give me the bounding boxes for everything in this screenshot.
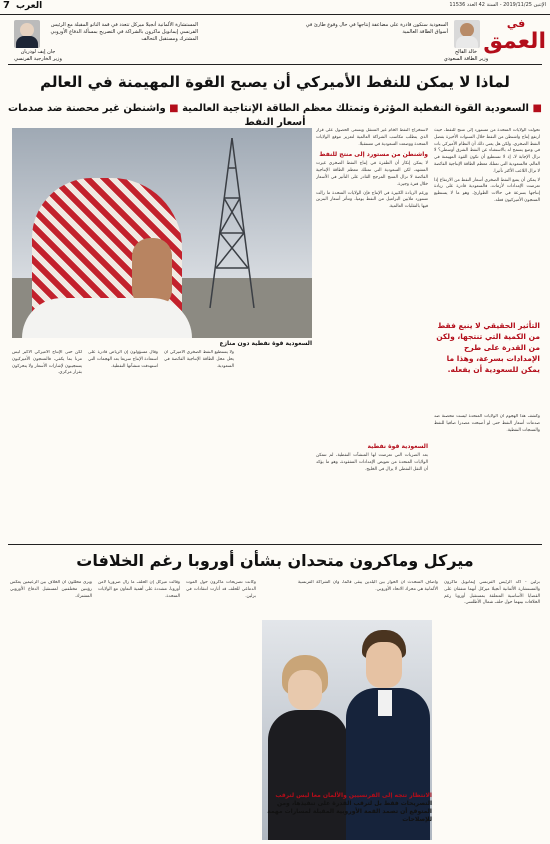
portrait-right-photo <box>454 20 480 48</box>
article2-col1-p1: برلين - أكد الرئيس الفرنسي إيمانويل ماكرون والمستشارة الألمانية أنجيلا ميركل أنهما متفقان على القضايا الأساسية المتعلقة بمستقبل أوروبا رغم الخلافات بينهما حول حلف شمال الأطلسي. <box>444 580 540 606</box>
article1-col-d <box>316 440 428 540</box>
header-divider <box>8 64 542 65</box>
article2-col5-p1: ويرى محللون أن الخلاف بين الزعيمين يعكس رؤيتين مختلفتين لمستقبل الدفاع الأوروبي المشترك. <box>10 580 92 599</box>
masthead-bar <box>0 0 550 15</box>
article1-subhead <box>8 102 542 130</box>
article1-col-a <box>12 350 82 540</box>
article1-col1-p1: تحولت الولايات المتحدة من مستورد إلى منتج للنفط، حيث ارتفع إنتاج واشنطن من النفط خلال السنوات الأخيرة بفضل النفط الصخري، ولكن هل يعني ذلك أن النظام الأميركي بات في وضع يسمح له بالاستغناء عن النفط الشرق أوسطي؟ لا تزال الإجابة لا، إذ لا تستطيع أن تكون القوة المهيمنة في العالم، فالسعودية التي تمتلك معظم الطاقة الإنتاجية الفائضة لا تزال اللاعب الأكثر تأثيرا. <box>434 128 540 174</box>
article1-col2-p3: ورغم الزيادة الكبيرة في الإنتاج فإن الولايات المتحدة ما زالت تستورد ملايين البراميل من النفط يوميا، وتتأثر أسعار البنزين فيها بالتقلبات العالمية. <box>316 190 428 210</box>
oil-rig-icon <box>202 138 262 308</box>
article2-col5 <box>10 580 92 838</box>
article1-col-d-subheading: السعودية قوة نفطية <box>367 443 428 450</box>
portrait-right-caption <box>430 49 502 63</box>
header-row <box>0 16 550 60</box>
article1-col2-subheading: واشنطن من مستورد إلى منتج للنفط <box>319 151 428 159</box>
paper-name: العرب <box>16 1 43 11</box>
section-divider <box>8 544 542 545</box>
oil-photo-caption: السعودية قوة نفطية دون منازع <box>219 340 312 347</box>
article2-col1 <box>444 580 540 838</box>
article1-col2-p2: لا يمكن إنكار أن الطفرة في إنتاج النفط الصخري غيرت المشهد، لكن السعودية التي تمتلك معظم الطاقة الإنتاجية الفائضة لا تزال المنتج المرجح القادر على التأثير في الأسعار خلال فترة وجيزة. <box>316 161 428 187</box>
article1-quote-text: التأثير الحقيقي لا ينبع فقط من الكمية التي تنتجها، ولكن من القدرة على طرح الإمدادات بسرعة، وهذا ما يمكن للسعودية أن يفعله. <box>436 321 540 374</box>
article1-col-b-p1: وقال مسؤولون إن الرياض قادرة على استعادة الإنتاج سريعا بعد الهجمات التي استهدفت منشآتها النفطية. <box>88 350 158 369</box>
article1-col-d-p1: بعد الضربات التي تعرضت لها المنشآت النفطية، لم تتمكن الولايات المتحدة من تعويض الإمدادات المفقودة، وهو ما يؤكد أن الثقل النفطي لا يزال في الخليج. <box>316 453 428 472</box>
oil-rig-photo <box>12 128 312 338</box>
article1-col-c <box>164 350 234 540</box>
article2-col3 <box>186 580 256 616</box>
article1-col1-p3: وكشف هذا الهجوم أن الولايات المتحدة ليست محصنة ضد صدمات أسعار النفط حتى لو أصبحت مصدرا صافيا للنفط والمنتجات النفطية. <box>434 414 540 433</box>
article1-col1-p2: لا يمكن أن يمنع النفط الصخري أسعار النفط من الارتفاع إذا تعرضت الإمدادات لأزمات، فالسعودية قادرة على زيادة إنتاجها بسرعة في حالات الطوارئ، وهو ما لا يستطيع المنتجون الأميركيون فعله. <box>434 177 540 203</box>
article2-quote-part1: الانتظار تتجه إلى الفرنسيين والألمان معا ليس لترقب <box>275 792 432 799</box>
date-line: الإثنين 2019/11/25 - السنة 42 العدد 11536 <box>449 2 546 8</box>
section-main: العمق <box>483 29 546 54</box>
article1-col-c-p1: ولا يستطيع النفط الصخري الأميركي أن يحل محل الطاقة الإنتاجية الفائضة في السعودية. <box>164 350 234 369</box>
article2-col4 <box>98 580 180 838</box>
header-left-teaser: المستشارة الألمانية أنجيلا ميركل تتعدد في قمة الناتو المقبلة مع الرئيس الفرنسي إيمانويل ماكرون بالشراكة في التصريح بمسألة الدفاع الأوروبي المشترك ومستقبل التحالف <box>50 22 198 42</box>
portrait-left-photo <box>14 20 40 48</box>
portrait-right-role: وزير الطاقة السعودي <box>443 56 489 62</box>
article1-col1 <box>434 128 540 318</box>
article1-col1-bottom <box>434 414 540 538</box>
article1-col-a-p1: لكن حتى الإنتاج الأميركي الأكبر ليس مرنا بما يكفي، فالمنتجون الأميركيون يستجيبون لإشارات الأسعار ولا يتحركون بقرار مركزي. <box>12 350 82 376</box>
portrait-left-caption <box>2 49 74 63</box>
article1-col-b <box>88 350 158 540</box>
portrait-left-role: وزير الخارجية الفرنسي <box>14 56 62 62</box>
header-right-teaser: السعودية ستكون قادرة على مضاعفة إنتاجها في حال وقوع طارئ في أسواق الطاقة العالمية <box>305 22 448 35</box>
portrait-right-name: خالد الفالح <box>454 49 478 55</box>
article1-pullquote <box>434 320 540 410</box>
section-top: في <box>506 17 526 30</box>
article1-col2-p1: لاستخراج النفط الخام غير المتنقل ويسعى الحصول على قرار الذي يتطلب مكاسب الشراكة العالمية لتعزيز موقع الولايات المتحدة ووضعت السعودية في مستقبلا. <box>316 128 428 147</box>
article1-subhead-part2: واشنطن غير محصنة ضد صدمات أسعار النفط <box>8 103 306 128</box>
article2-col4-p1: وقالت ميركل إن الحلف ما زال ضروريا لأمن أوروبا، مشددة على أهمية التعاون مع الولايات المتحدة. <box>98 580 180 599</box>
subhead-bullet-1: ■ <box>532 103 542 114</box>
page-number: 7 <box>3 0 10 11</box>
subhead-bullet-2: ■ <box>169 103 179 114</box>
article2-headline: ميركل وماكرون متحدان بشأن أوروبا رغم الخلافات <box>76 551 474 570</box>
article1-headline: لماذا لا يمكن للنفط الأميركي أن يصبح القوة المهيمنة في العالم <box>40 73 510 91</box>
article2-col2 <box>298 580 438 616</box>
article1-subhead-part1: السعودية القوة النفطية المؤثرة وتمتلك معظم الطاقة الإنتاجية العالمية <box>182 103 529 114</box>
article2-col2-p1: وأضاف المتحدث أن الحوار بين البلدين يبقى قائما، وأن الشراكة الفرنسية الألمانية هي محرك الاتحاد الأوروبي. <box>298 580 438 592</box>
article1-col2 <box>316 128 428 438</box>
portrait-left-name: جان إيف لودريان <box>20 49 56 55</box>
article2-col3-p1: وكانت تصريحات ماكرون حول الموت الدماغي للحلف قد أثارت انتقادات في برلين. <box>186 580 256 599</box>
article2-quote-part2: التصريحات فقط بل لترقب القدرة على تنفيذها، ومن المتوقع أن تصمد القمة الأوروبية المقبلة لمسارات مهمة للإصلاحات <box>267 800 432 823</box>
article2-pullquote <box>262 792 432 824</box>
